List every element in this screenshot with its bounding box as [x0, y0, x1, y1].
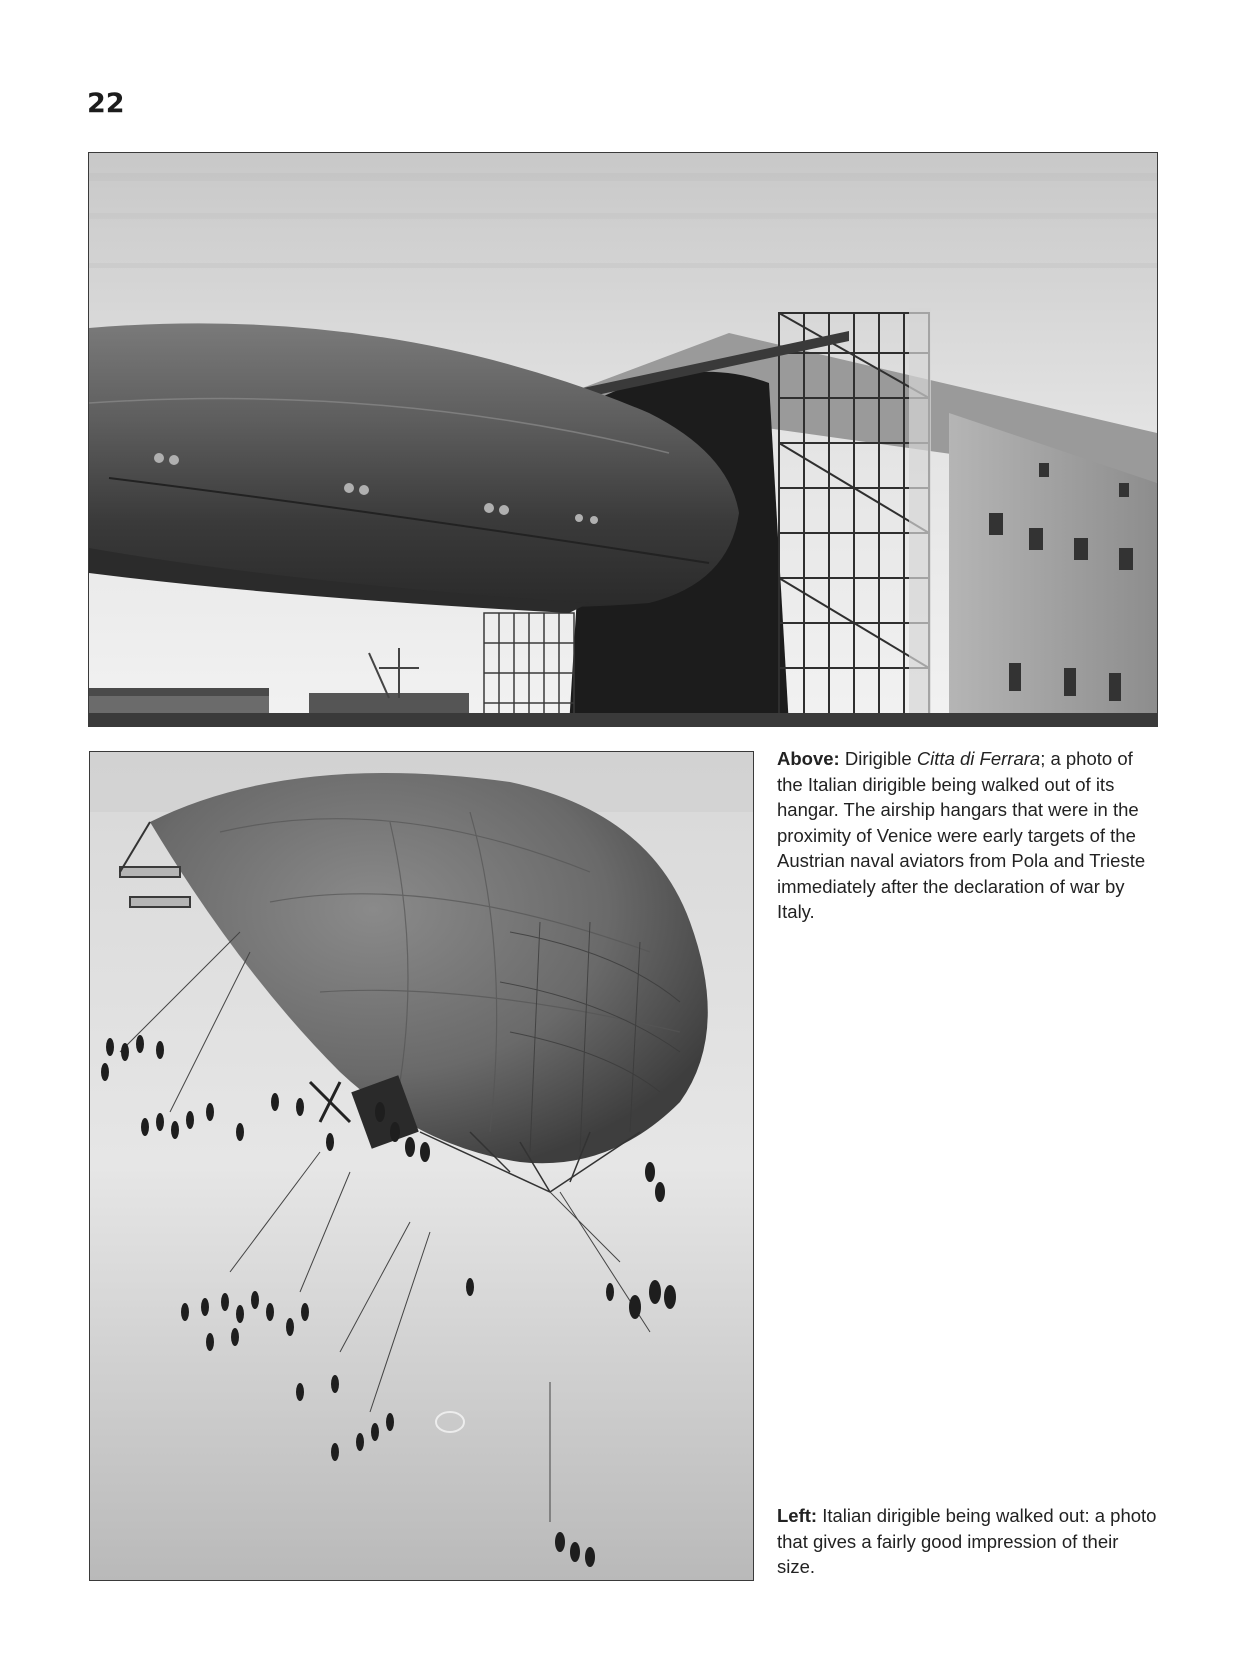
- caption-above-text-before: Dirigible: [839, 748, 917, 769]
- photo-dirigible-hangar: [88, 152, 1158, 727]
- photo-dirigible-ground-crew: [89, 751, 754, 1581]
- caption-above-text-after: ; a photo of the Italian dirigible being walked out of its hangar. The airship hangars that were in the proximity of Venice were early targets of the Austrian naval aviators from Pola and Trieste immediately after the declaration of war by Italy.: [777, 748, 1146, 922]
- caption-above-airship-name: Citta di Ferrara: [916, 748, 1041, 769]
- page-number: 22: [87, 88, 125, 119]
- caption-left-lead: Left:: [777, 1505, 818, 1526]
- caption-above: [777, 746, 1157, 925]
- photo-dirigible-hangar-image: [89, 153, 1157, 726]
- caption-left: [777, 1503, 1157, 1580]
- caption-above-lead: Above:: [777, 748, 840, 769]
- caption-left-text: Italian dirigible being walked out: a photo that gives a fairly good impression of their size.: [777, 1505, 1157, 1577]
- photo-dirigible-ground-crew-image: [90, 752, 753, 1580]
